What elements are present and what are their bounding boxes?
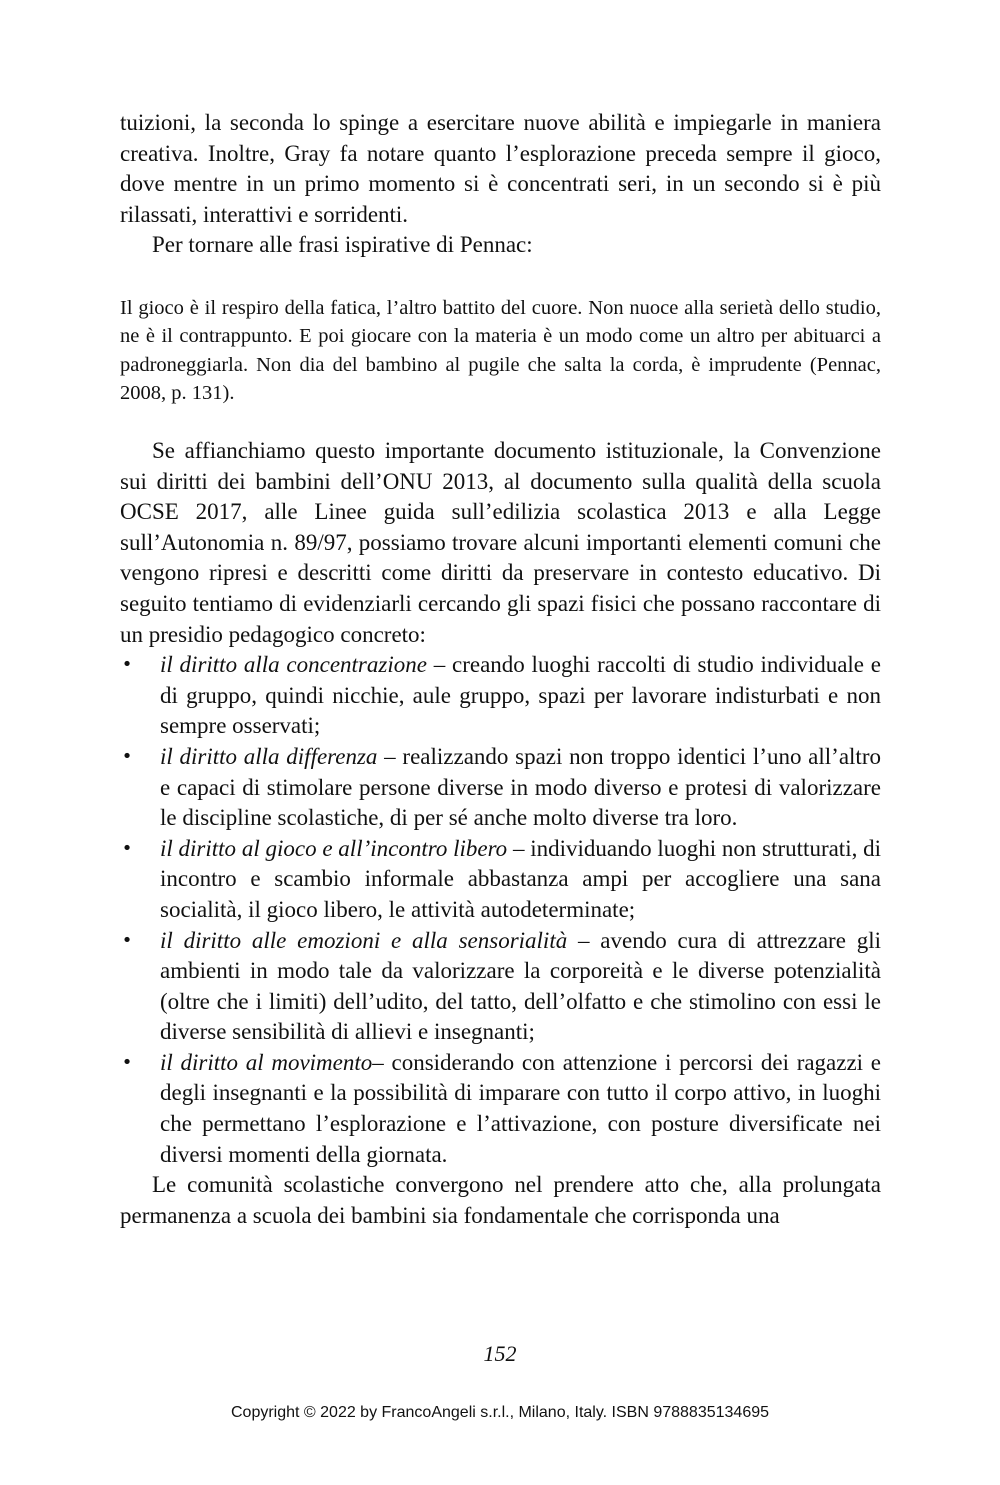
right-term: il diritto al movimento bbox=[160, 1049, 373, 1075]
bullet-icon: • bbox=[121, 654, 133, 676]
right-description: – realizzando spazi non troppo identici l’uno all’altro e capaci di stimolare persone diverse in modo diverso e protesi di valorizzare le discipline scolastiche, di per sé anche molto diverse tra loro. bbox=[160, 743, 881, 831]
list-item bbox=[120, 742, 881, 834]
paragraph-continuation: tuizioni, la seconda lo spinge a esercitare nuove abilità e impiegarle in maniera creativa. Inoltre, Gray fa notare quanto l’esplorazione preceda sempre il gioco, dove mentre in un primo momento si è concentrati seri, in un secondo si è più rilassati, interattivi e sorridenti. bbox=[120, 110, 881, 227]
block-quote bbox=[120, 294, 881, 408]
rights-list bbox=[120, 650, 881, 1170]
bullet-icon: • bbox=[121, 837, 133, 859]
body-text-main bbox=[120, 436, 881, 1231]
quote-text: Il gioco è il respiro della fatica, l’altro battito del cuore. Non nuoce alla serietà dello studio, ne è il contrappunto. E poi giocare con la materia è un modo come un altro per abituarci a padroneggiarla. Non dia del bambino al pugile che salta la corda, è imprudente (Pennac, 2008, p. 131). bbox=[120, 297, 881, 405]
list-item bbox=[120, 834, 881, 926]
list-item bbox=[120, 650, 881, 742]
right-description: – creando luoghi raccolti di studio individuale e di gruppo, quindi nicchie, aule gruppo, spazi per lavorare indisturbati e non sempre osservati; bbox=[160, 652, 882, 739]
right-description: – considerando con attenzione i percorsi dei ragazzi e degli insegnanti e la possibilità di imparare con tutto il corpo attivo, in luoghi che permettano l’esplorazione e l’attivazione, con posture diversificate nei diversi momenti della giornata. bbox=[160, 1049, 881, 1167]
bullet-icon: • bbox=[121, 1051, 133, 1073]
right-term: il diritto alle emozioni e alla sensorialità bbox=[160, 927, 568, 953]
paragraph-rights-intro: Se affianchiamo questo importante documento istituzionale, la Convenzione sui diritti dei bambini dell’ONU 2013, al documento sulla qualità della scuola OCSE 2017, alle Linee guida sull’edilizia scolastica 2013 e alla Legge sull’Autonomia n. 89/97, possiamo trovare alcuni importanti elementi comuni che vengono ripresi e descritti come diritti da preservare in contesto educativo. Di seguito tentiamo di evidenziarli cercando gli spazi fisici che possano raccontare di un presidio pedagogico concreto: bbox=[120, 438, 881, 647]
right-term: il diritto al gioco e all’incontro libero bbox=[160, 835, 508, 861]
right-description: – avendo cura di attrezzare gli ambienti in modo tale da valorizzare la corporeità e le diverse potenzialità (oltre che i limiti) dell’udito, del tatto, dell’olfatto e che stimolino con essi le diverse sensibilità di allievi e insegnanti; bbox=[160, 927, 881, 1045]
page-number: 152 bbox=[483, 1341, 517, 1366]
right-term: il diritto alla concentrazione bbox=[160, 652, 427, 678]
body-text-top bbox=[120, 108, 881, 261]
right-description: – individuando luoghi non strutturati, di incontro e scambio informale abbastanza ampi per accogliere una sana socialità, il gioco libero, le attività autodeterminate; bbox=[160, 835, 881, 922]
bullet-icon: • bbox=[121, 745, 133, 767]
list-item bbox=[120, 926, 881, 1048]
paragraph-closing: Le comunità scolastiche convergono nel prendere atto che, alla prolungata permanenza a scuola dei bambini sia fondamentale che corrisponda una bbox=[120, 1172, 881, 1228]
paragraph-pennac-intro: Per tornare alle frasi ispirative di Pennac: bbox=[152, 232, 533, 258]
bullet-icon: • bbox=[121, 929, 133, 951]
right-term: il diritto alla differenza bbox=[160, 743, 378, 769]
list-item bbox=[120, 1048, 881, 1170]
copyright-footer: Copyright © 2022 by FrancoAngeli s.r.l., Milano, Italy. ISBN 9788835134695 bbox=[230, 1404, 770, 1421]
